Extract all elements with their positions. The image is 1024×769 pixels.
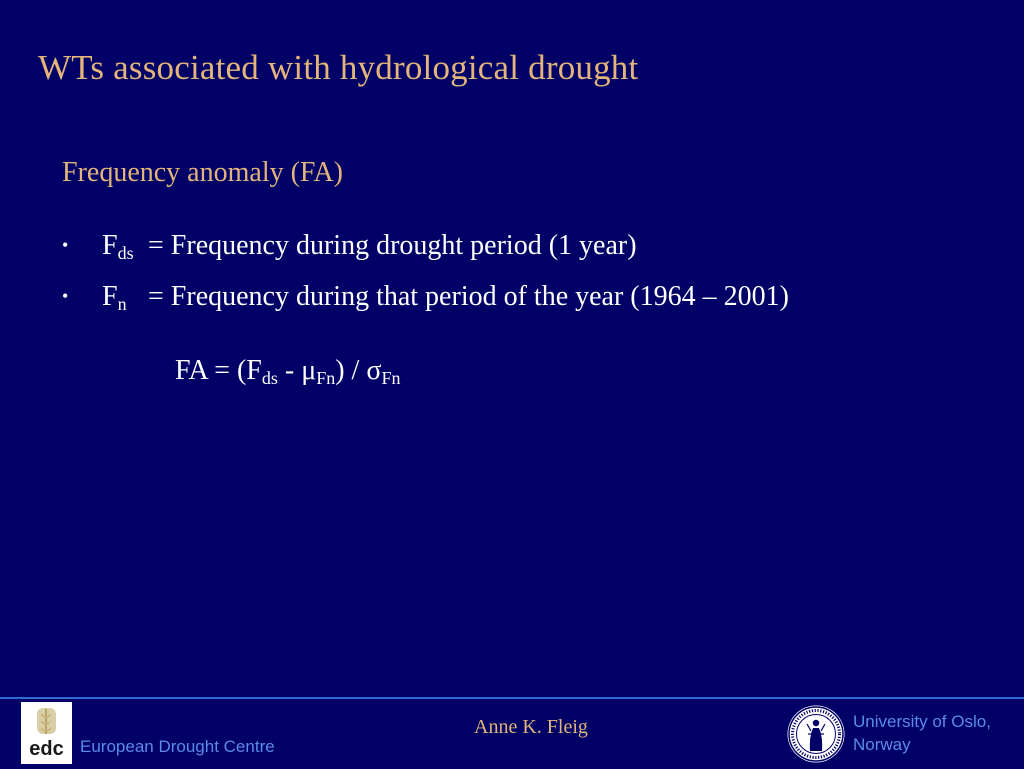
university-country: Norway — [853, 735, 911, 754]
university-name: University of Oslo, — [853, 712, 991, 731]
slide-title: WTs associated with hydrological drought — [38, 48, 639, 87]
university-seal-icon — [786, 704, 846, 769]
definition-symbol: $F_{ds}$ — [102, 230, 134, 263]
definition-symbol: $F_n$ — [102, 281, 127, 314]
author-name: Anne K. Fleig — [474, 716, 588, 738]
fa-formula: FA = $(F_{ds} - \mu_{Fn}) / \sigma_{Fn}$ — [175, 355, 401, 388]
definition-subscript: ds — [117, 243, 134, 263]
university-of-oslo-label — [853, 710, 991, 756]
slide-subtitle: Frequency anomaly (FA) — [62, 157, 343, 188]
edc-logo — [21, 702, 72, 764]
footer-divider — [0, 697, 1024, 699]
definition-text: = Frequency during that period of the year (1964 – 2001) — [148, 281, 789, 312]
european-drought-centre-label: European Drought Centre — [80, 737, 275, 756]
definition-subscript: n — [117, 294, 127, 314]
bullet-icon: • — [62, 235, 69, 255]
definition-text: = Frequency during drought period (1 year) — [148, 230, 637, 261]
bullet-icon: • — [62, 286, 69, 306]
edc-logo-text: edc — [29, 738, 64, 760]
